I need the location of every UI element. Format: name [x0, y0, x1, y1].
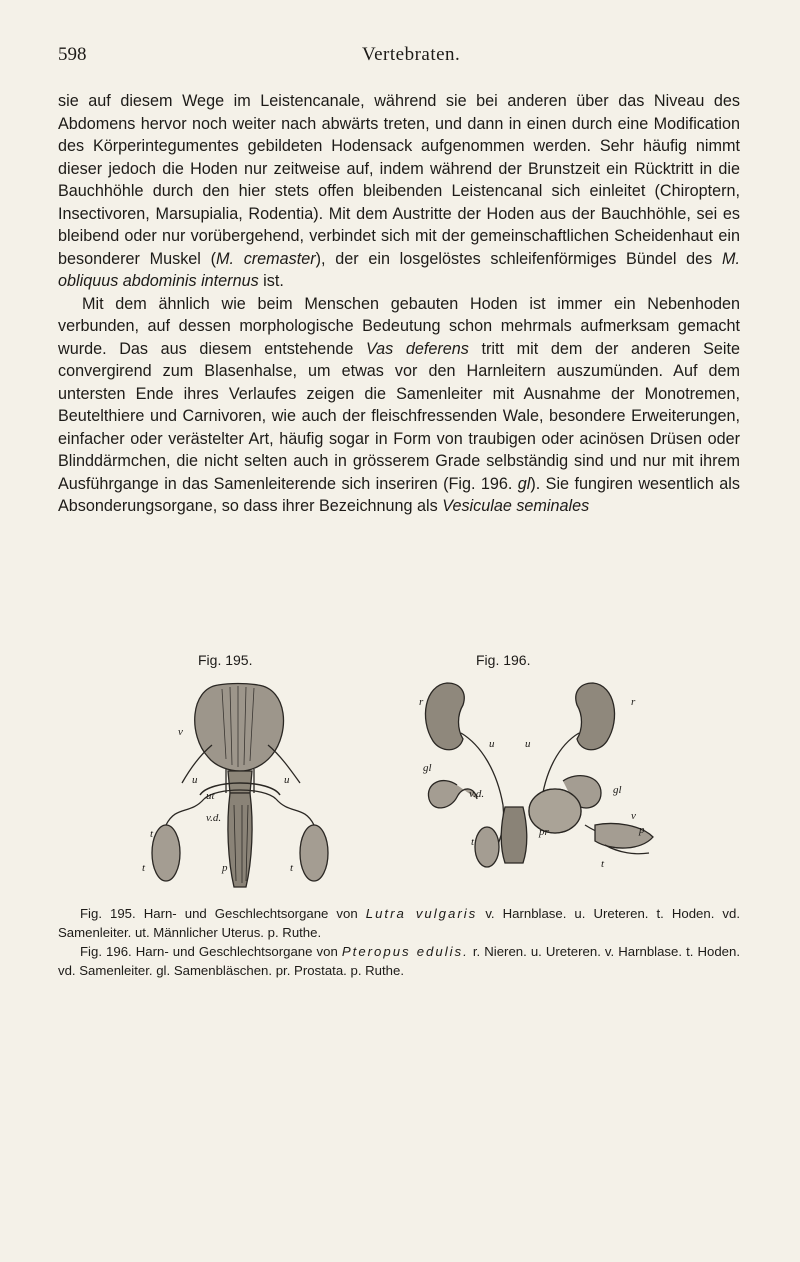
caption-text: Fig. 196. Harn- und Geschlechtsorgane von: [80, 944, 342, 959]
label-gl-left: gl: [423, 762, 432, 774]
label-p: p: [222, 862, 228, 874]
label-v: v: [178, 726, 183, 738]
label-t-left: t: [471, 836, 475, 848]
running-head: Vertebraten.: [362, 44, 461, 65]
figure-195-label: Fig. 195.: [198, 652, 253, 668]
label-vd: v.d.: [206, 812, 222, 824]
label-pr: pr: [539, 826, 549, 838]
label-v: v: [631, 810, 636, 822]
species-name: Lutra vulgaris: [365, 906, 478, 921]
figure-captions: [58, 904, 740, 980]
italic-term: Vas deferens: [365, 339, 469, 358]
figure-196-illustration: [405, 675, 675, 870]
label-r-left: r: [419, 696, 424, 708]
caption-196: [58, 942, 740, 980]
text-run: ), der ein losgelöstes schleifenförmiges Bündel des: [315, 249, 722, 268]
figure-labels: [0, 652, 800, 672]
text-run: tritt mit dem der anderen Seite convergirend zum Blasenhalse, um etwas vor den Harnleitern auszumünden. Auf dem untersten Ende ihres Verlaufes zeigen die Samenleiter mit Ausnahme der Monotremen, Beutelthiere und Carnivoren, wie auch der fleischfressenden Wale, besondere Erweiterungen, einfacher oder verästelter Art, häufig sogar in Form von traubigen oder acinösen Drüsen oder Blinddärmchen, die nicht selten auch in grösserem Grade selbständig sind und nur mit ihrem Ausführgange in das Samenleiterende sich inseriren (Fig. 196.: [58, 339, 740, 493]
body-text: [58, 90, 740, 518]
label-p: p: [639, 824, 645, 836]
italic-term: M. obliquus abdominis internus: [58, 249, 740, 290]
paragraph-2: [58, 293, 740, 518]
paragraph-1: [58, 90, 740, 293]
figure-195-illustration: [130, 675, 350, 895]
label-vd: v.d.: [469, 788, 485, 800]
label-u-left: u: [192, 774, 198, 786]
italic-term: gl: [517, 474, 531, 493]
caption-text: r. Nieren. u. Ureteren. v. Harnblase. t. Hoden. vd. Samenleiter. gl. Samenbläschen. pr. Prostata. p. Ruthe.: [58, 944, 740, 978]
caption-text: Fig. 195. Harn- und Geschlechtsorgane von: [80, 906, 366, 921]
caption-text: v. Harnblase. u. Ureteren. t. Hoden. vd. Samenleiter. ut. Männlicher Uterus. p. Ruthe.: [58, 906, 740, 940]
label-ut: ut: [206, 790, 215, 802]
label-gl-right: gl: [613, 784, 622, 796]
label-t-bottom: t: [601, 858, 605, 870]
page-number: 598: [58, 44, 87, 65]
label-t-upper: t: [150, 828, 154, 840]
text-run: ). Sie fungiren wesentlich als Absonderungsorgane, so dass ihrer Bezeichnung als: [58, 474, 740, 515]
text-run: ist.: [258, 272, 284, 290]
label-t-left: t: [142, 862, 146, 874]
text-run: Mit dem ähnlich wie beim Menschen gebauten Hoden ist immer ein Nebenhoden verbunden, auf dessen morphologische Bedeutung schon mehrmals aufmerksam gemacht wurde. Das aus diesem entstehende: [58, 294, 740, 358]
caption-195: [58, 904, 740, 942]
label-u-left: u: [489, 738, 495, 750]
figure-196-label: Fig. 196.: [476, 652, 531, 668]
label-t-right: t: [290, 862, 294, 874]
species-name: Pteropus edulis.: [341, 944, 469, 959]
text-run: sie auf diesem Wege im Leistencanale, während sie bei anderen über das Niveau des Abdomens hervor noch weiter nach abwärts treten, und dann in einen durch eine Modification des Körperintegumentes gebildeten Hodensack aufgenommen werden. Sehr häufig nimmt dieser jedoch die Hoden nur zeitweise auf, indem während der Brunstzeit ein Rücktritt in die Bauchhöhle durch den hier stets offen bleibenden Leistencanal sich einleitet (Chiroptern, Insectivoren, Marsupialia, Rodentia). Mit dem Austritte der Hoden aus der Bauchhöhle, sei es bleibend oder nur vorübergehend, verbindet sich mit der gemeinschaftlichen Scheidenhaut ein besonderer Muskel (: [58, 92, 740, 268]
label-u-right: u: [525, 738, 531, 750]
italic-term: M. cremaster: [216, 249, 316, 268]
label-r-right: r: [631, 696, 636, 708]
italic-term: Vesiculae seminales: [442, 497, 590, 515]
label-u-right: u: [284, 774, 290, 786]
page-header: [58, 44, 740, 74]
